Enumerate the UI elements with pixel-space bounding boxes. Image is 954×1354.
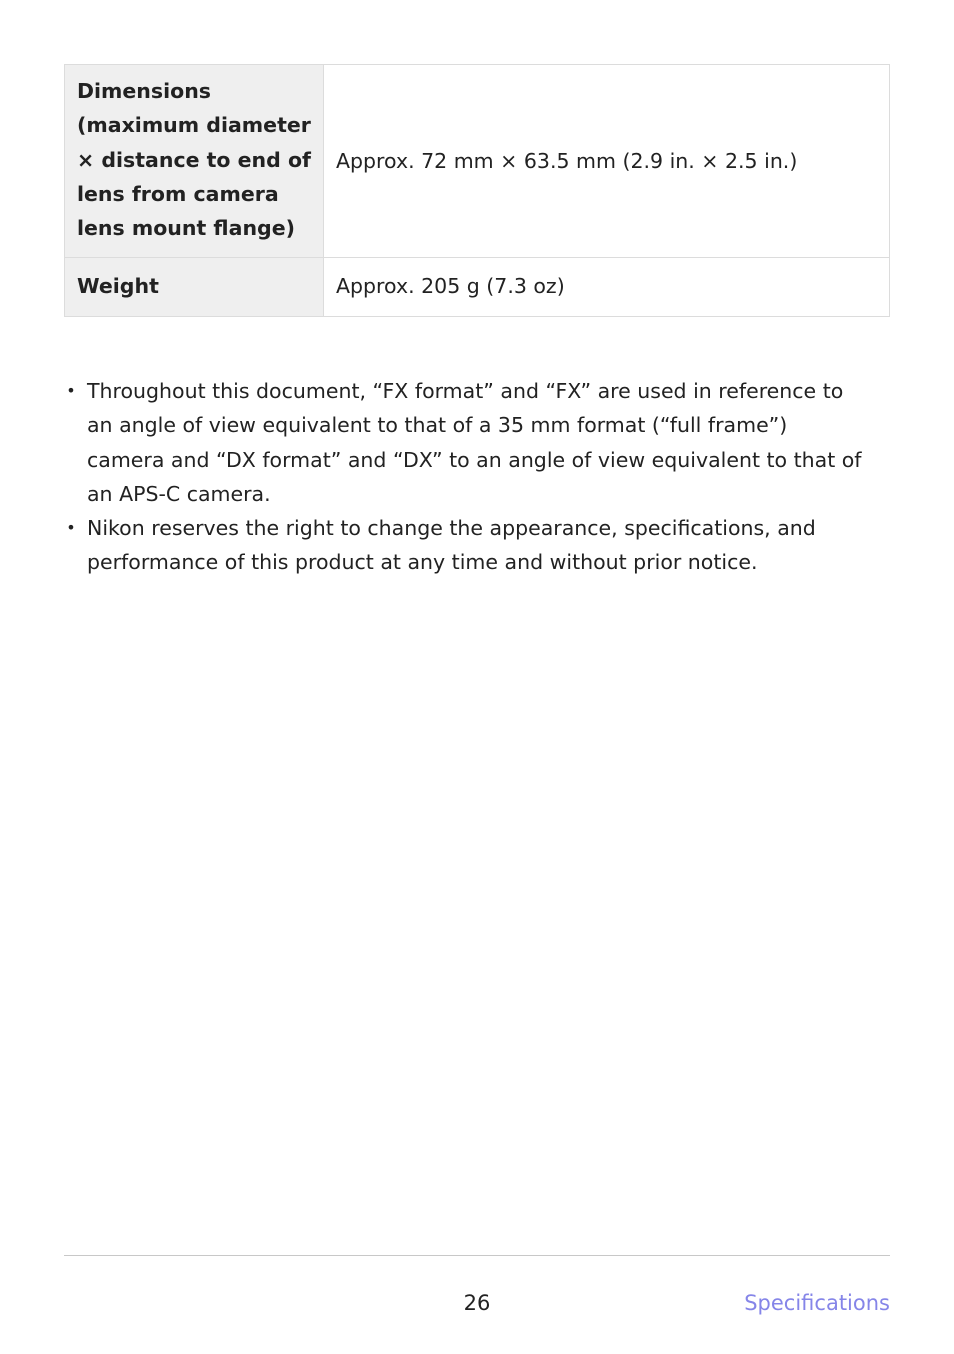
notes-list [64,374,864,580]
note-text-rights-reserved: Nikon reserves the right to change the appearance, specifications, and performance of this product at any time and without prior notice. [87,516,816,575]
row-value-dimensions: Approx. 72 mm × 63.5 mm (2.9 in. × 2.5 in.) [324,65,890,258]
note-text-format-terms: Throughout this document, “FX format” and “FX” are used in reference to an angle of view equivalent to that of a 35 mm format (“full frame”) camera and “DX format” and “DX” to an angle of view equivalent to that of an APS-C camera. [87,379,862,506]
bullet-icon: • [66,518,76,538]
page-number: 26 [463,1291,491,1315]
bullet-icon: • [66,381,76,400]
row-label-dimensions: Dimensions (maximum diameter × distance to end of lens from camera lens mount flange) [65,65,324,258]
row-value-weight: Approx. 205 g (7.3 oz) [324,258,890,317]
footer-divider [64,1255,890,1256]
table-row-dimensions [65,65,890,258]
row-label-weight: Weight [65,258,324,317]
specifications-section-link[interactable]: Specifications [744,1291,890,1315]
table-row-weight [65,258,890,317]
specifications-table [64,64,890,317]
list-item [64,374,864,511]
list-item [64,511,864,580]
